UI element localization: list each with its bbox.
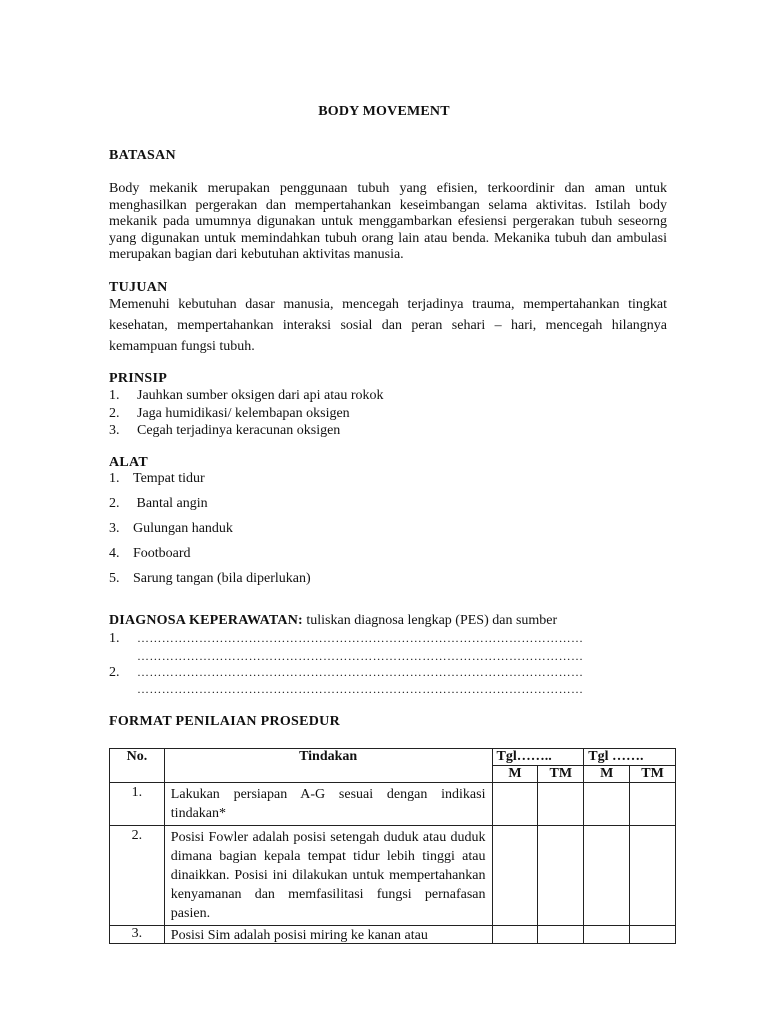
prinsip-heading: PRINSIP xyxy=(109,371,168,386)
header-m: M xyxy=(584,766,630,783)
row-number: 1. xyxy=(110,783,165,826)
score-cell[interactable] xyxy=(538,926,584,944)
header-tm: TM xyxy=(630,766,676,783)
score-cell[interactable] xyxy=(584,826,630,926)
format-heading: FORMAT PENILAIAN PROSEDUR xyxy=(109,714,340,729)
list-item: 2. Bantal angin xyxy=(109,496,208,511)
header-tm: TM xyxy=(538,766,584,783)
diagnosa-fill-line[interactable]: ……………………………………………………………………………………………… xyxy=(137,682,584,696)
header-tgl-2: Tgl ……. xyxy=(584,749,676,766)
alat-heading: ALAT xyxy=(109,455,149,470)
tujuan-paragraph: Memenuhi kebutuhan dasar manusia, mencegah terjadinya trauma, mempertahankan tingkat kesehatan, mempertahankan interaksi sosial dan peran sehari – hari, mencegah hilangnya kemampuan fungsi tubuh. xyxy=(109,297,667,354)
list-item: 2. Jaga humidikasi/ kelembapan oksigen xyxy=(109,405,350,421)
list-item: 5. Sarung tangan (bila diperlukan) xyxy=(109,571,311,586)
table-row xyxy=(110,926,676,944)
score-cell[interactable] xyxy=(538,826,584,926)
row-action: Posisi Fowler adalah posisi setengah duduk atau duduk dimana bagian kepala tempat tidur lebih tinggi atau dinaikkan. Posisi ini dilakukan untuk mempertahankan kenyamanan dan memfasilitasi fungsi pernafasan pasien. xyxy=(164,826,492,926)
list-item: 1. Tempat tidur xyxy=(109,471,205,486)
row-action: Lakukan persiapan A-G sesuai dengan indikasi tindakan* xyxy=(164,783,492,826)
procedure-table xyxy=(109,748,676,944)
document-title: BODY MOVEMENT xyxy=(318,104,450,119)
list-item: 1. Jauhkan sumber oksigen dari api atau rokok xyxy=(109,388,384,403)
diagnosa-heading: DIAGNOSA KEPERAWATAN: xyxy=(109,613,303,628)
batasan-paragraph: Body mekanik merupakan penggunaan tubuh yang efisien, terkoordinir dan aman untuk menghasilkan pergerakan dan mempertahankan keseimbangan selama aktivitas. Istilah body mekanik pada umumnya digunakan untuk menggambarkan efesiensi pergerakan tubuh seseorng yang digunakan untuk memindahkan tubuh orang lain atau benda. Mekanika tubuh dan ambulasi merupakan bagian dari kebutuhan aktivitas manusia. xyxy=(109,181,667,263)
diagnosa-fill-line[interactable]: ……………………………………………………………………………………………… xyxy=(137,649,584,663)
prinsip-list xyxy=(109,388,384,441)
score-cell[interactable] xyxy=(492,783,538,826)
table-row xyxy=(110,826,676,926)
score-cell[interactable] xyxy=(630,783,676,826)
score-cell[interactable] xyxy=(492,826,538,926)
batasan-heading: BATASAN xyxy=(109,148,176,163)
score-cell[interactable] xyxy=(584,783,630,826)
table-row xyxy=(110,783,676,826)
header-m: M xyxy=(492,766,538,783)
diagnosa-heading-line xyxy=(109,613,557,629)
header-tindakan: Tindakan xyxy=(164,749,492,783)
tujuan-heading: TUJUAN xyxy=(109,280,168,295)
header-tgl-1: Tgl…….. xyxy=(492,749,584,766)
score-cell[interactable] xyxy=(584,926,630,944)
diagnosa-fill-line[interactable]: 1. ……………………………………………………………………………………………… xyxy=(109,631,584,646)
table-header-row xyxy=(110,749,676,766)
row-number: 3. xyxy=(110,926,165,944)
row-number: 2. xyxy=(110,826,165,926)
list-item: 3. Gulungan handuk xyxy=(109,521,233,536)
alat-list xyxy=(109,471,311,596)
score-cell[interactable] xyxy=(492,926,538,944)
score-cell[interactable] xyxy=(630,826,676,926)
diagnosa-fill-line[interactable]: 2. ……………………………………………………………………………………………… xyxy=(109,665,584,680)
list-item: 3. Cegah terjadinya keracunan oksigen xyxy=(109,423,341,438)
score-cell[interactable] xyxy=(630,926,676,944)
diagnosa-instruction: tuliskan diagnosa lengkap (PES) dan sumber xyxy=(302,613,558,628)
score-cell[interactable] xyxy=(538,783,584,826)
row-action: Posisi Sim adalah posisi miring ke kanan atau xyxy=(164,926,492,944)
header-no: No. xyxy=(110,749,165,783)
list-item: 4. Footboard xyxy=(109,546,191,561)
